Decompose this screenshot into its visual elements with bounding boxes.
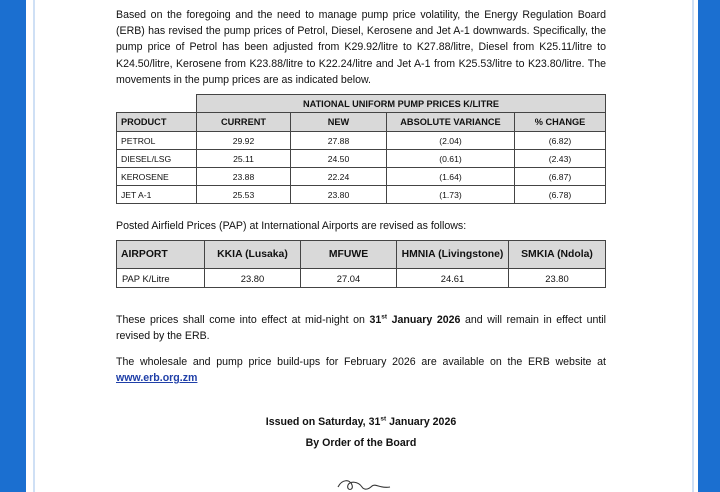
table-row: [117, 132, 606, 150]
airfield-price-table: [116, 240, 606, 288]
airfield-header-row: [117, 241, 606, 269]
col-header-product: PRODUCT: [117, 113, 197, 132]
col-header-percent-change: % CHANGE: [515, 113, 606, 132]
effective-text-post: and will remain in effect until revised by the ERB.: [116, 314, 606, 343]
by-order-of-board: By Order of the Board: [305, 437, 417, 450]
col-header-airport: AIRPORT: [117, 241, 205, 269]
issued-text: Issued on Saturday, 31: [265, 416, 381, 429]
effective-date-paragraph: [116, 312, 606, 344]
col-header-current: CURRENT: [197, 113, 291, 132]
col-header-kkia: KKIA (Lusaka): [205, 241, 301, 269]
mfuwe-price-cell: 27.04: [301, 269, 397, 288]
erb-website-link[interactable]: www.erb.org.zm: [116, 371, 198, 384]
effective-month-year: January 2026: [387, 314, 461, 327]
col-header-absolute-variance: ABSOLUTE VARIANCE: [387, 113, 515, 132]
pump-table-header-row: [117, 113, 606, 132]
effective-text-pre: These prices shall come into effect at mid-night on: [116, 314, 370, 327]
current-price-cell: 25.11: [197, 150, 291, 168]
current-price-cell: 29.92: [197, 132, 291, 150]
signature-icon: [336, 473, 392, 492]
effective-day-suffix: st: [381, 313, 388, 321]
new-price-cell: 22.24: [291, 168, 387, 186]
percent-change-cell: (6.87): [515, 168, 606, 186]
col-header-new: NEW: [291, 113, 387, 132]
col-header-smkia: SMKIA (Ndola): [509, 241, 606, 269]
effective-date: [370, 314, 461, 326]
wholesale-text: The wholesale and pump price build-ups for February 2026 are available on the ERB website at: [116, 355, 606, 368]
effective-day: 31: [369, 314, 382, 327]
pump-table-title-row: [117, 95, 606, 113]
smkia-price-cell: 23.80: [509, 269, 606, 288]
pump-price-table: [116, 94, 606, 204]
pump-table-corner: [117, 95, 197, 113]
pump-table-title: NATIONAL UNIFORM PUMP PRICES K/LITRE: [197, 95, 606, 113]
variance-cell: (1.73): [387, 186, 515, 204]
percent-change-cell: (2.43): [515, 150, 606, 168]
product-cell: DIESEL/LSG: [117, 150, 197, 168]
variance-cell: (2.04): [387, 132, 515, 150]
kkia-price-cell: 23.80: [205, 269, 301, 288]
new-price-cell: 27.88: [291, 132, 387, 150]
table-row: [117, 150, 606, 168]
airfield-row-label: PAP K/Litre: [117, 269, 205, 288]
wholesale-paragraph: [116, 354, 606, 386]
product-cell: KEROSENE: [117, 168, 197, 186]
intro-paragraph: Based on the foregoing and the need to manage pump price volatility, the Energy Regulation Board (ERB) has revised the pump prices of Petrol, Diesel, Kerosene and Jet A-1 downwards. Specifically, the pump price of Petrol has been adjusted from K29.92/litre to K27.88/litre, Diesel from K25.11/litre to K24.50/litre, Kerosene from K23.88/litre to K22.24/litre and Jet A-1 from K25.53/litre to K23.80/litre. The movements in the pump prices are as indicated below.: [116, 9, 606, 86]
table-row: [117, 186, 606, 204]
right-blue-border: [698, 0, 720, 492]
col-header-hmnia: HMNIA (Livingstone): [397, 241, 509, 269]
issued-month-year: January 2026: [386, 416, 457, 429]
variance-cell: (1.64): [387, 168, 515, 186]
product-cell: JET A-1: [117, 186, 197, 204]
new-price-cell: 24.50: [291, 150, 387, 168]
issued-day-suffix: st: [380, 415, 387, 423]
table-row: [117, 269, 606, 288]
percent-change-cell: (6.82): [515, 132, 606, 150]
left-inner-border: [26, 0, 35, 492]
table-row: [117, 168, 606, 186]
variance-cell: (0.61): [387, 150, 515, 168]
hmnia-price-cell: 24.61: [397, 269, 509, 288]
airfield-intro: Posted Airfield Prices (PAP) at International Airports are revised as follows:: [116, 220, 467, 233]
new-price-cell: 23.80: [291, 186, 387, 204]
current-price-cell: 23.88: [197, 168, 291, 186]
current-price-cell: 25.53: [197, 186, 291, 204]
issued-date: [116, 416, 606, 428]
percent-change-cell: (6.78): [515, 186, 606, 204]
press-release-body: [116, 7, 606, 449]
left-blue-border: [0, 0, 26, 492]
product-cell: PETROL: [117, 132, 197, 150]
col-header-mfuwe: MFUWE: [301, 241, 397, 269]
right-inner-border: [692, 0, 698, 492]
